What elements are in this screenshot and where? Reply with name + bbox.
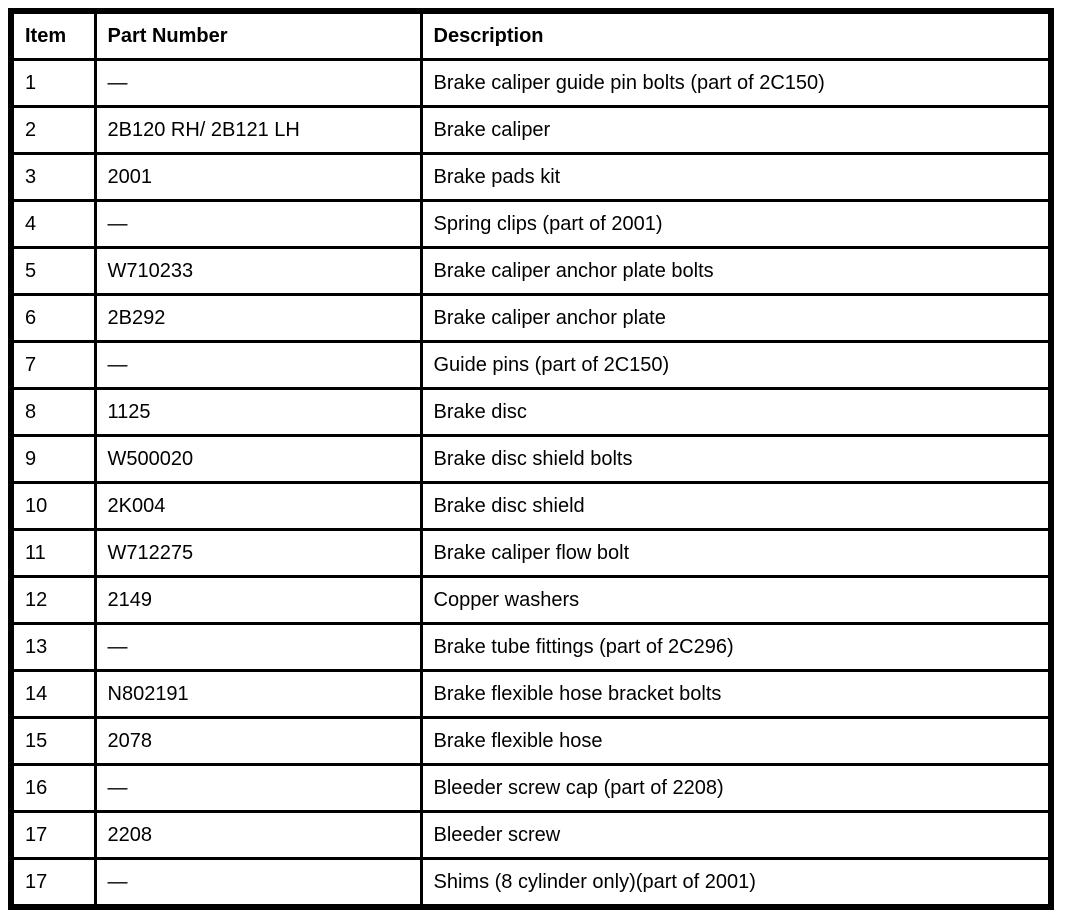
item-cell: 14: [11, 671, 95, 718]
item-cell: 9: [11, 436, 95, 483]
item-cell: 17: [11, 859, 95, 908]
part-number-cell: —: [95, 201, 421, 248]
table-row: [11, 624, 1051, 671]
description-cell: Brake flexible hose: [421, 718, 1051, 765]
description-cell: Guide pins (part of 2C150): [421, 342, 1051, 389]
part-number-cell: 2078: [95, 718, 421, 765]
part-number-cell: W712275: [95, 530, 421, 577]
table-row: [11, 671, 1051, 718]
part-number-cell: 2001: [95, 154, 421, 201]
item-cell: 16: [11, 765, 95, 812]
item-cell: 1: [11, 60, 95, 107]
parts-table-body: [11, 60, 1051, 908]
part-number-cell: —: [95, 859, 421, 908]
column-header-item: Item: [11, 11, 95, 60]
table-row: [11, 201, 1051, 248]
table-row: [11, 389, 1051, 436]
item-cell: 12: [11, 577, 95, 624]
description-cell: Shims (8 cylinder only)(part of 2001): [421, 859, 1051, 908]
item-cell: 4: [11, 201, 95, 248]
table-row: [11, 342, 1051, 389]
description-cell: Copper washers: [421, 577, 1051, 624]
table-row: [11, 107, 1051, 154]
part-number-cell: 1125: [95, 389, 421, 436]
parts-table: [8, 8, 1054, 910]
item-cell: 5: [11, 248, 95, 295]
description-cell: Brake caliper flow bolt: [421, 530, 1051, 577]
part-number-cell: —: [95, 342, 421, 389]
part-number-cell: W500020: [95, 436, 421, 483]
table-row: [11, 577, 1051, 624]
table-row: [11, 436, 1051, 483]
description-cell: Brake flexible hose bracket bolts: [421, 671, 1051, 718]
description-cell: Bleeder screw cap (part of 2208): [421, 765, 1051, 812]
part-number-cell: —: [95, 624, 421, 671]
description-cell: Brake disc shield: [421, 483, 1051, 530]
description-cell: Brake pads kit: [421, 154, 1051, 201]
description-cell: Brake disc: [421, 389, 1051, 436]
description-cell: Bleeder screw: [421, 812, 1051, 859]
table-row: [11, 859, 1051, 908]
part-number-cell: 2B292: [95, 295, 421, 342]
column-header-description: Description: [421, 11, 1051, 60]
table-row: [11, 812, 1051, 859]
column-header-part-number: Part Number: [95, 11, 421, 60]
part-number-cell: 2208: [95, 812, 421, 859]
item-cell: 7: [11, 342, 95, 389]
item-cell: 17: [11, 812, 95, 859]
item-cell: 6: [11, 295, 95, 342]
table-row: [11, 60, 1051, 107]
header-row: [11, 11, 1051, 60]
description-cell: Brake caliper anchor plate bolts: [421, 248, 1051, 295]
item-cell: 2: [11, 107, 95, 154]
part-number-cell: —: [95, 60, 421, 107]
part-number-cell: 2149: [95, 577, 421, 624]
table-row: [11, 718, 1051, 765]
parts-table-header: [11, 11, 1051, 60]
item-cell: 15: [11, 718, 95, 765]
table-row: [11, 765, 1051, 812]
part-number-cell: 2B120 RH/ 2B121 LH: [95, 107, 421, 154]
description-cell: Brake caliper guide pin bolts (part of 2C150): [421, 60, 1051, 107]
part-number-cell: 2K004: [95, 483, 421, 530]
description-cell: Brake caliper: [421, 107, 1051, 154]
description-cell: Brake tube fittings (part of 2C296): [421, 624, 1051, 671]
part-number-cell: —: [95, 765, 421, 812]
table-row: [11, 295, 1051, 342]
table-row: [11, 154, 1051, 201]
description-cell: Brake disc shield bolts: [421, 436, 1051, 483]
description-cell: Spring clips (part of 2001): [421, 201, 1051, 248]
item-cell: 8: [11, 389, 95, 436]
table-row: [11, 483, 1051, 530]
item-cell: 10: [11, 483, 95, 530]
item-cell: 13: [11, 624, 95, 671]
description-cell: Brake caliper anchor plate: [421, 295, 1051, 342]
item-cell: 3: [11, 154, 95, 201]
table-row: [11, 530, 1051, 577]
part-number-cell: W710233: [95, 248, 421, 295]
table-row: [11, 248, 1051, 295]
part-number-cell: N802191: [95, 671, 421, 718]
item-cell: 11: [11, 530, 95, 577]
